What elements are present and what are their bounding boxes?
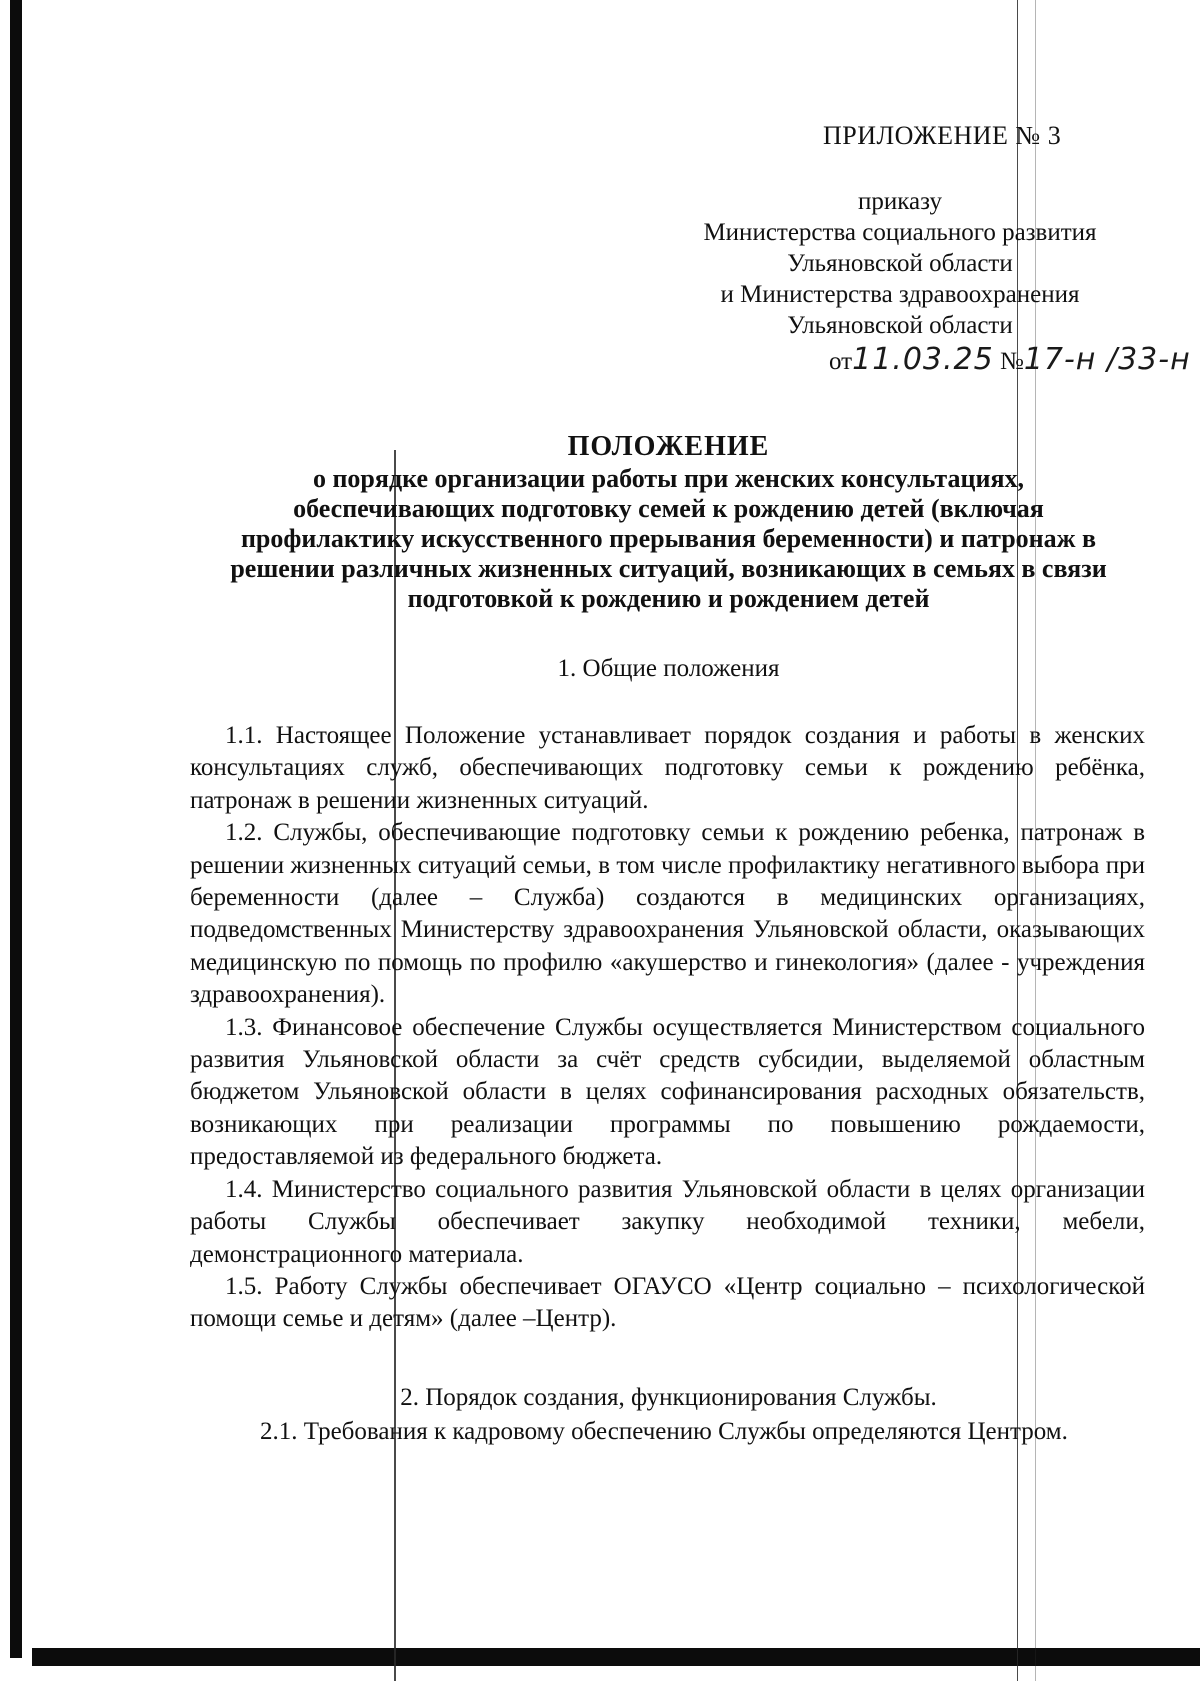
title-subtitle-line: обеспечивающих подготовку семей к рождению детей (включая [293,494,1044,523]
order-ref-line: Ульяновской области [787,250,1013,277]
title-subtitle-line: подготовкой к рождению и рождением детей [407,584,930,613]
paragraph: 1.5. Работу Службы обеспечивает ОГАУСО «Центр социально – психологической помощи семье и детям» (далее –Центр). [190,1272,1145,1333]
order-ref-line: Ульяновской области [787,312,1013,339]
scan-border-bottom [32,1648,1200,1666]
section-heading: 1. Общие положения [557,655,780,682]
appendix-label: ПРИЛОЖЕНИЕ № 3 [823,121,1062,150]
date-prefix: от [829,348,853,375]
handwritten-date: 11.03.25 [852,342,994,377]
paragraph: 1.1. Настоящее Положение устанавливает порядок создания и работы в женских консультациях служб, обеспечивающих подготовку семьи к рождению ребёнка, патронаж в решении жизненных ситуаций. [190,722,1145,814]
title-main: ПОЛОЖЕНИЕ [567,431,770,462]
title-subtitle-line: профилактику искусственного прерывания беременности) и патронаж в [240,524,1097,553]
title-subtitle-line: решении различных жизненных ситуаций, возникающих в семьях в связи [230,554,1107,583]
document-title [195,432,1142,614]
paragraph: 1.4. Министерство социального развития Ульяновской области в целях организации работы Службы обеспечивает закупку необходимой техники, мебели, демонстрационного материала. [190,1175,1145,1268]
scan-border-left [10,0,22,1658]
title-subtitle-line: о порядке организации работы при женских консультациях, [312,464,1025,493]
section-body [190,720,1145,1336]
section-body [190,1416,1145,1448]
section-heading: 2. Порядок создания, функционирования Службы. [400,1384,937,1411]
paragraph: 1.2. Службы, обеспечивающие подготовку семьи к рождению ребенка, патронаж в решении жизненных ситуаций семьи, в том числе профилактику негативного выбора при беременности (далее – Служба) создаются в медицинских организациях, подведомственных Министерству здравоохранения Ульяновской области, оказывающих медицинскую по помощь по профилю «акушерство и гинекология» (далее - учреждения здравоохранения). [190,819,1145,1009]
number-prefix: № [999,348,1024,375]
paragraph: 2.1. Требования к кадровому обеспечению Службы определяются Центром. [260,1418,1068,1445]
order-ref-line: приказу [858,188,942,215]
order-date-number [829,342,1191,377]
order-ref-line: и Министерства здравоохранения [720,281,1080,308]
order-ref-line: Министерства социального развития [703,219,1097,246]
paragraph: 1.3. Финансовое обеспечение Службы осуществляется Министерством социального развития Ульяновской области за счёт средств субсидии, выделяемой областным бюджетом Ульяновской области в целях софинансирования расходных обязательств, возникающих при реализации программы по повышению рождаемости, предоставляемой из федерального бюджета. [190,1013,1145,1171]
handwritten-number: 17-н /33-н [1023,342,1191,377]
order-reference [630,186,1170,341]
